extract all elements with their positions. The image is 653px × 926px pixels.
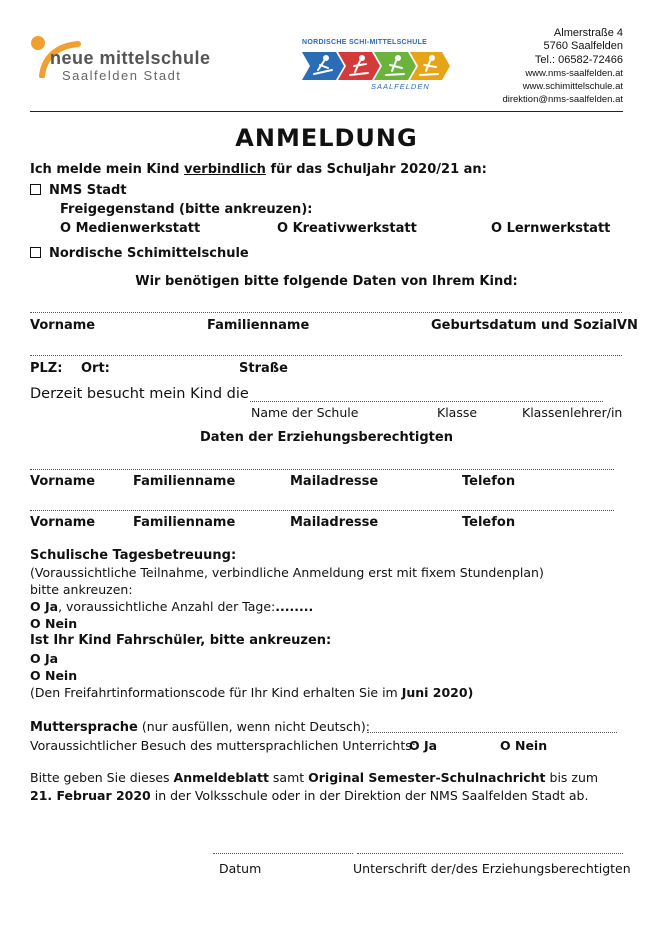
- mother-course-label: Voraussichtlicher Besuch des muttersprachlichen Unterrichts:: [30, 738, 416, 753]
- mother-yes-option[interactable]: O Ja: [409, 738, 438, 753]
- closing-bold-date: 21. Februar 2020: [30, 788, 151, 803]
- guardian-1-last-label: Familienname: [133, 474, 236, 489]
- mother-tongue-line: [30, 719, 370, 735]
- ski-logo-icon: [302, 50, 450, 82]
- freigegenstand-label: Freigegenstand (bitte ankreuzen):: [60, 202, 313, 217]
- guardian-2-last-label: Familienname: [133, 515, 236, 530]
- closing-line-2: [30, 788, 588, 803]
- bus-note-bold: Juni 2020): [401, 685, 474, 700]
- address-web-schi: www.schimittelschule.at: [522, 81, 623, 93]
- care-tick-prompt: bitte ankreuzen:: [30, 582, 133, 597]
- guardian-1-phone-label: Telefon: [462, 474, 516, 489]
- school-name: neue mittelschule: [50, 48, 211, 68]
- workshop-lern[interactable]: O Lernwerkstatt: [491, 221, 611, 236]
- checkbox-schi-icon[interactable]: [30, 247, 41, 258]
- address-phone: Tel.: 06582-72466: [534, 53, 623, 66]
- guardian-1-mail-label: Mailadresse: [290, 474, 379, 489]
- intro-pre: Ich melde mein Kind: [30, 162, 185, 177]
- closing-line-1: [30, 770, 598, 785]
- page-title: ANMELDUNG: [235, 124, 418, 152]
- guardian-2-mail-label: Mailadresse: [290, 515, 379, 530]
- intro-line: [30, 162, 487, 177]
- guardian-1-first-label: Vorname: [30, 474, 96, 489]
- option-nms-label: NMS Stadt: [49, 183, 127, 198]
- bus-yes-option[interactable]: O Ja: [30, 651, 59, 666]
- date-label: Datum: [219, 861, 262, 876]
- partner-name: NORDISCHE SCHI-MITTELSCHULE: [302, 39, 428, 46]
- signature-label: Unterschrift der/des Erziehungsberechtigten: [353, 861, 631, 876]
- child-last-label: Familienname: [207, 318, 310, 333]
- school-location: Saalfelden Stadt: [62, 68, 182, 83]
- mother-tongue-note: (nur ausfüllen, wenn nicht Deutsch):: [137, 719, 370, 734]
- school-teacher-label: Klassenlehrer/in: [522, 405, 623, 420]
- child-address-input[interactable]: [30, 355, 622, 356]
- closing-text-7: in der Volksschule oder in der Direktion der NMS Saalfelden Stadt ab.: [150, 788, 589, 803]
- intro-post: für das Schuljahr 2020/21 an:: [265, 162, 487, 177]
- option-schi-label: Nordische Schimittelschule: [49, 246, 249, 261]
- workshop-medien[interactable]: O Medienwerkstatt: [60, 221, 201, 236]
- guardian-2-phone-label: Telefon: [462, 515, 516, 530]
- guardian-2-first-label: Vorname: [30, 515, 96, 530]
- option-nms[interactable]: [30, 183, 127, 198]
- care-yes-detail: , voraussichtliche Anzahl der Tage:: [58, 599, 276, 614]
- school-name-label: Name der Schule: [251, 405, 359, 420]
- guardian-1-input[interactable]: [30, 469, 614, 470]
- guardian-heading: Daten der Erziehungsberechtigten: [200, 430, 453, 445]
- address-street: Almerstraße 4: [553, 27, 623, 39]
- option-schi[interactable]: [30, 246, 249, 261]
- ort-label: Ort:: [81, 361, 110, 376]
- bus-no-option[interactable]: O Nein: [30, 668, 78, 683]
- school-line-label: Derzeit besucht mein Kind die: [30, 386, 249, 402]
- address-web-nms: www.nms-saalfelden.at: [525, 67, 623, 79]
- child-first-label: Vorname: [30, 318, 96, 333]
- header-divider: [30, 111, 623, 112]
- bus-note: [30, 685, 473, 700]
- current-school-input[interactable]: [250, 401, 603, 402]
- mother-tongue-input[interactable]: [367, 732, 617, 733]
- bus-note-text: (Den Freifahrtinformationscode für Ihr Kind erhalten Sie im: [30, 685, 402, 700]
- signature-input[interactable]: [357, 853, 623, 854]
- closing-bold-sheet: Anmeldeblatt: [173, 770, 269, 785]
- intro-underline: verbindlich: [184, 162, 266, 177]
- care-yes-label: O Ja: [30, 599, 59, 614]
- address-block: [502, 27, 623, 107]
- child-birth-label: Geburtsdatum und SozialVN: [431, 318, 638, 333]
- care-days-input[interactable]: ........: [275, 599, 314, 614]
- plz-label: PLZ:: [30, 361, 63, 376]
- care-yes-option[interactable]: [30, 599, 313, 614]
- mother-tongue-label: Muttersprache: [30, 720, 138, 735]
- date-input[interactable]: [213, 853, 353, 854]
- care-note: (Voraussichtliche Teilnahme, verbindliche Anmeldung erst mit fixem Stundenplan): [30, 565, 544, 580]
- closing-text-3: samt: [268, 770, 309, 785]
- closing-text-1: Bitte geben Sie dieses: [30, 770, 174, 785]
- care-no-option[interactable]: O Nein: [30, 616, 78, 631]
- address-email: direktion@nms-saalfelden.at: [502, 94, 623, 106]
- child-heading: Wir benötigen bitte folgende Daten von Ihrem Kind:: [135, 274, 518, 289]
- mother-no-option[interactable]: O Nein: [500, 738, 548, 753]
- guardian-2-input[interactable]: [30, 510, 614, 511]
- address-city: 5760 Saalfelden: [543, 40, 623, 53]
- closing-bold-report: Original Semester-Schulnachricht: [308, 770, 546, 785]
- workshop-kreativ[interactable]: O Kreativwerkstatt: [277, 221, 417, 236]
- school-class-label: Klasse: [437, 405, 478, 420]
- closing-text-5: bis zum: [545, 770, 599, 785]
- child-name-input[interactable]: [30, 312, 622, 313]
- checkbox-nms-icon[interactable]: [30, 184, 41, 195]
- bus-heading: Ist Ihr Kind Fahrschüler, bitte ankreuzen:: [30, 633, 332, 648]
- care-heading: Schulische Tagesbetreuung:: [30, 548, 237, 563]
- street-label: Straße: [239, 361, 288, 376]
- partner-location: SAALFELDEN: [371, 82, 430, 91]
